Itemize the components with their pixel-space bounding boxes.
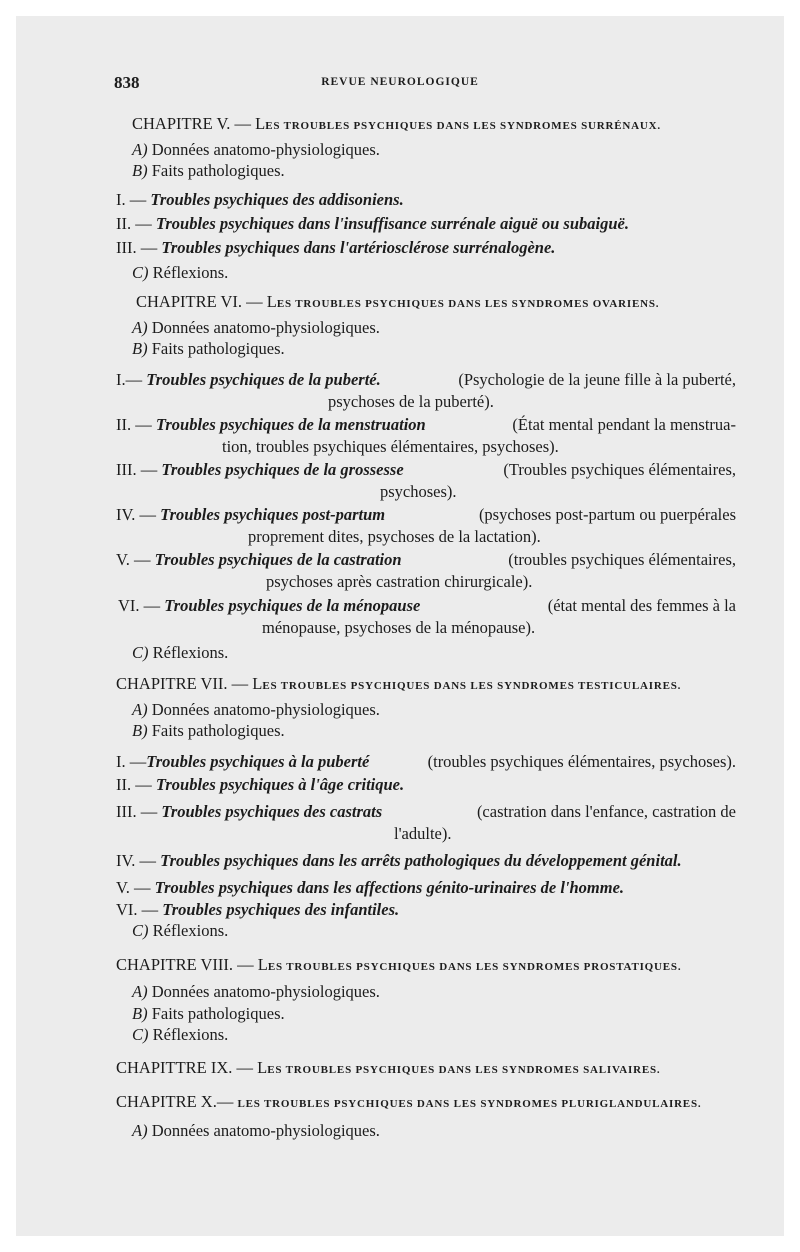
list-item: IV. — Troubles psychiques post-partum (psychoses post-partum ou puerpérales [116, 505, 736, 524]
subsection-a: A) Données anatomo-physiologiques. [132, 318, 380, 337]
chapter-heading-vi [136, 292, 659, 314]
list-item-continuation: psychoses). [380, 482, 457, 501]
chapter-title: ES TROUBLES PSYCHIQUES DANS LES SYNDROMES OVARIENS. [276, 298, 660, 310]
chapter-number: CHAPITRE VII. — [116, 674, 249, 693]
list-item: VI. — Troubles psychiques des infantiles. [116, 900, 400, 919]
chapter-number: CHAPITRE VIII. — [116, 955, 254, 974]
list-item-continuation: l'adulte). [394, 824, 452, 843]
subsection-c: C) Réflexions. [132, 921, 229, 940]
chapter-title-initial: L [266, 292, 277, 311]
chapter-heading-vii [116, 674, 681, 696]
subsection-b: B) Faits pathologiques. [132, 339, 285, 358]
chapter-title: ES TROUBLES PSYCHIQUES DANS LES SYNDROMES PROSTATIQUES. [267, 961, 682, 973]
list-item: III. — Troubles psychiques dans l'artériosclérose surrénalogène. [116, 238, 556, 257]
list-item: II. — Troubles psychiques de la menstruation (État mental pendant la menstrua- [116, 415, 736, 434]
list-item-continuation: tion, troubles psychiques élémentaires, psychoses). [222, 437, 559, 456]
subsection-a: A) Données anatomo-physiologiques. [132, 140, 380, 159]
list-item: III. — Troubles psychiques de la grossesse (Troubles psychiques élémentaires, [116, 460, 736, 479]
chapter-title-initial: L [257, 1058, 268, 1077]
list-item: VI. — Troubles psychiques de la ménopause (état mental des femmes à la [118, 596, 736, 615]
chapter-number: CHAPITRE VI. — [136, 292, 263, 311]
chapter-heading-ix [116, 1058, 660, 1080]
subsection-c: C) Réflexions. [132, 1025, 229, 1044]
chapter-number: CHAPITTRE IX. — [116, 1058, 254, 1077]
list-item: I. — Troubles psychiques des addisoniens. [116, 190, 404, 209]
subsection-b: B) Faits pathologiques. [132, 1004, 285, 1023]
list-item: V. — Troubles psychiques dans les affections génito-urinaires de l'homme. [116, 878, 625, 897]
chapter-title: LES TROUBLES PSYCHIQUES DANS LES SYNDROMES PLURIGLANDULAIRES. [237, 1098, 702, 1110]
subsection-a: A) Données anatomo-physiologiques. [132, 982, 380, 1001]
chapter-number: CHAPITRE X.— [116, 1092, 234, 1111]
list-item-continuation: psychoses après castration chirurgicale). [266, 572, 533, 591]
subsection-c: C) Réflexions. [132, 643, 229, 662]
document-page [16, 16, 784, 1236]
chapter-heading-x [116, 1092, 701, 1114]
list-item: IV. — Troubles psychiques dans les arrêts pathologiques du développement génital. [116, 851, 682, 870]
list-item: II. — Troubles psychiques à l'âge critique. [116, 775, 405, 794]
chapter-title: ES TROUBLES PSYCHIQUES DANS LES SYNDROMES SALIVAIRES. [267, 1064, 661, 1076]
chapter-heading-viii [116, 955, 681, 977]
subsection-b: B) Faits pathologiques. [132, 721, 285, 740]
chapter-heading-v [132, 114, 661, 136]
list-item-continuation: psychoses de la puberté). [328, 392, 494, 411]
list-item-continuation: ménopause, psychoses de la ménopause). [262, 618, 536, 637]
running-head: REVUE NEUROLOGIQUE [321, 76, 479, 88]
list-item: I. —Troubles psychiques à la puberté (troubles psychiques élémentaires, psychoses). [116, 752, 736, 771]
subsection-a: A) Données anatomo-physiologiques. [132, 700, 380, 719]
chapter-title-initial: L [255, 114, 266, 133]
subsection-c: C) Réflexions. [132, 263, 229, 282]
chapter-title: ES TROUBLES PSYCHIQUES DANS LES SYNDROMES SURRÉNAUX. [265, 120, 661, 132]
subsection-a: A) Données anatomo-physiologiques. [132, 1121, 380, 1140]
chapter-title-initial: L [257, 955, 268, 974]
chapter-number: CHAPITRE V. — [132, 114, 252, 133]
list-item: V. — Troubles psychiques de la castration (troubles psychiques élémentaires, [116, 550, 736, 569]
page-number: 838 [114, 73, 140, 92]
list-item: III. — Troubles psychiques des castrats (castration dans l'enfance, castration de [116, 802, 736, 821]
subsection-b: B) Faits pathologiques. [132, 161, 285, 180]
list-item: I.— Troubles psychiques de la puberté. (Psychologie de la jeune fille à la puberté, [116, 370, 736, 389]
chapter-title: ES TROUBLES PSYCHIQUES DANS LES SYNDROMES TESTICULAIRES. [262, 680, 682, 692]
chapter-title-initial: L [252, 674, 263, 693]
list-item: II. — Troubles psychiques dans l'insuffisance surrénale aiguë ou subaiguë. [116, 214, 629, 233]
list-item-continuation: proprement dites, psychoses de la lactation). [248, 527, 541, 546]
